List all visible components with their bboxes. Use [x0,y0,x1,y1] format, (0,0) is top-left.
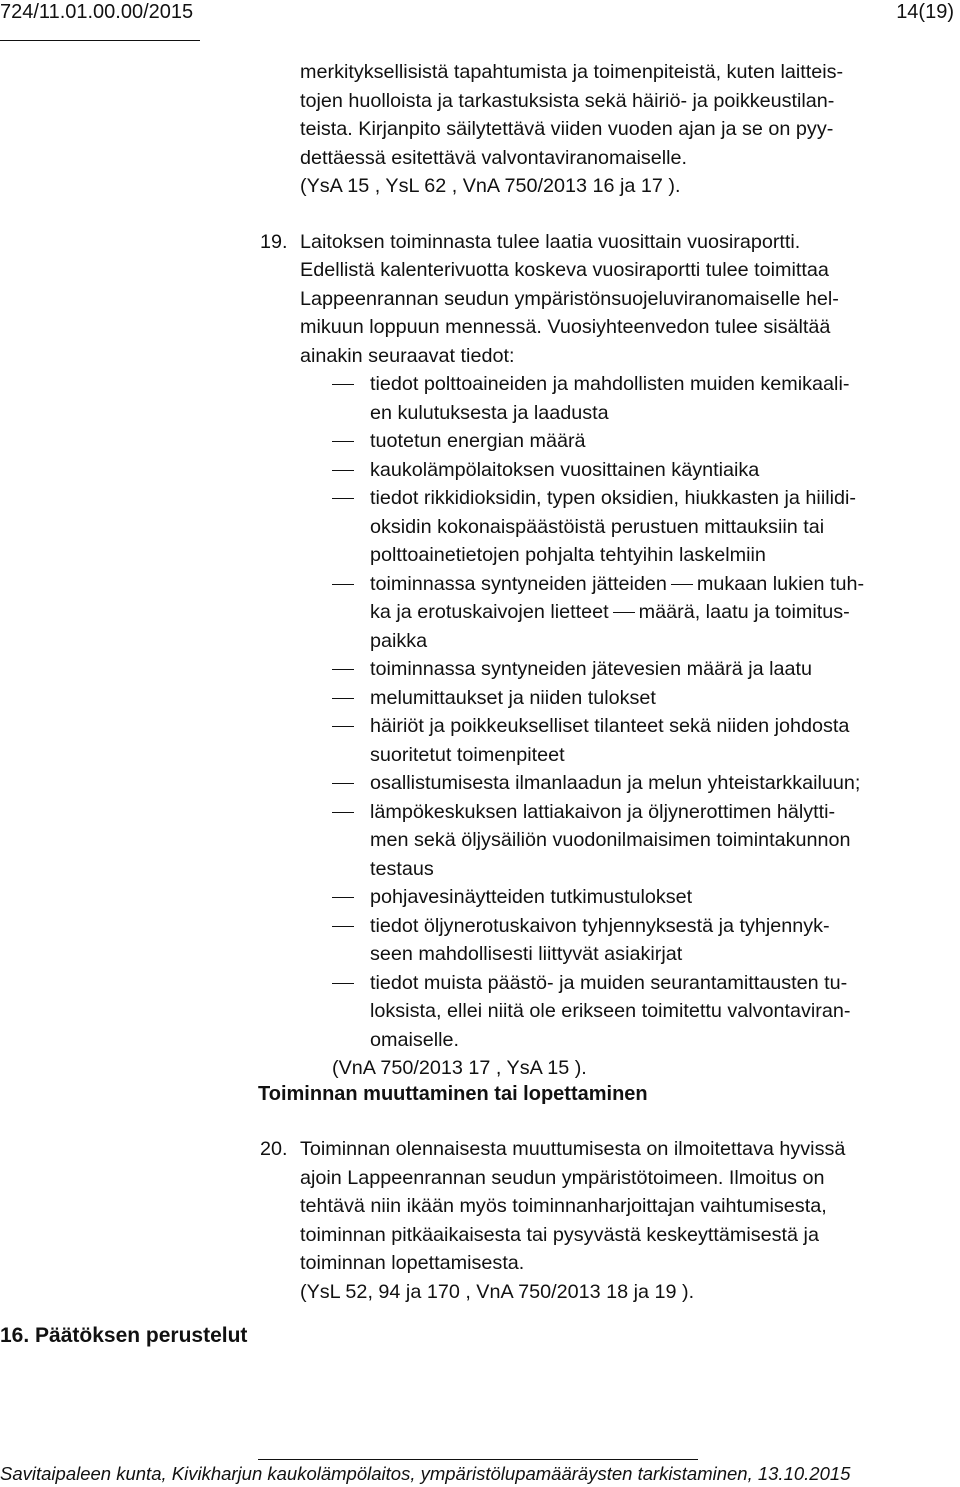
text-line: men sekä öljysäiliön vuodonilmaisimen toimintakunnon [370,829,851,851]
text-line: Edellistä kalenterivuotta koskeva vuosiraportti tulee toimittaa [300,259,829,281]
text-line: polttoainetietojen pohjalta tehtyihin laskelmiin [370,544,766,566]
dash-bullet [332,441,354,442]
continuation-paragraph [300,58,958,172]
footer-rule [258,1459,698,1460]
dash-bullet [332,926,354,927]
list-item [300,427,958,456]
text-line: en kulutuksesta ja laadusta [370,401,609,424]
dash-bullet [332,897,354,898]
list-item [300,883,958,912]
header-rule [0,40,200,41]
text-line: merkityksellisistä tapahtumista ja toimenpiteistä, kuten laitteis- [300,61,844,83]
dash-bullet [332,698,354,699]
dash-bullet [332,384,354,385]
text-line: tiedot polttoaineiden ja mahdollisten muiden kemikaali- [370,373,850,395]
text-line: toiminnassa syntyneiden jätevesien määrä ja laatu [370,658,813,680]
list-item [300,912,958,969]
text-fragment: määrä, laatu ja toimitus- [638,601,850,623]
text-line: mikuun loppuun mennessä. Vuosiyhteenvedon tulee sisältää [300,316,831,338]
text-line: tiedot öljynerotuskaivon tyhjennyksestä ja tyhjennyk- [370,914,830,937]
text-line: loksista, ellei niitä ole erikseen toimitettu valvontaviran- [370,1000,851,1022]
list-item [300,712,958,769]
text-line: toiminnan lopettamisesta. [300,1252,525,1274]
list-item [300,655,958,684]
regulation-text [260,58,958,1083]
inline-dash [613,612,635,613]
text-line: kaukolämpölaitoksen vuosittainen käyntiaika [370,458,760,481]
text-line: suoritetut toimenpiteet [370,743,565,766]
regulation-number: 19. [260,230,288,253]
list-item [300,969,958,1055]
report-contents-list [300,370,958,1054]
dash-bullet [332,470,354,471]
text-line: ainakin seuraavat tiedot: [300,344,515,367]
dash-bullet [332,812,354,813]
text-line: oksidin kokonaispäästöistä perustuen mittauksiin tai [370,515,825,538]
inline-dash [671,584,693,585]
text-line: omaiselle. [370,1028,460,1051]
list-item [300,370,958,427]
list-item [300,798,958,884]
list-item [300,570,958,656]
list-item [300,769,958,798]
regulation-number: 20. [260,1138,288,1160]
text-line: tiedot rikkidioksidin, typen oksidien, hiukkasten ja hiilidi- [370,487,856,509]
page-number: 14(19) [896,1,954,23]
text-line: Lappeenrannan seudun ympäristönsuojeluviranomaiselle hel- [300,287,839,310]
text-line: tuotetun energian määrä [370,430,586,452]
page-footer: Savitaipaleen kunta, Kivikharjun kaukolämpölaitos, ympäristölupamääräysten tarkistaminen, 13.10.2015 [0,1463,851,1484]
dash-bullet [332,498,354,499]
text-line: Laitoksen toiminnasta tulee laatia vuosittain vuosiraportti. [300,230,801,253]
legal-citation: (YsL 52, 94 ja 170 , VnA 750/2013 18 ja 19 ). [300,1280,695,1303]
text-fragment: toiminnassa syntyneiden jätteiden [370,572,667,595]
list-item [300,484,958,570]
text-line: lämpökeskuksen lattiakaivon ja öljynerottimen hälytti- [370,800,836,823]
dash-bullet [332,669,354,670]
regulation-20-text [300,1135,958,1306]
text-line: tojen huolloista ja tarkastuksista sekä häiriö- ja poikkeustilan- [300,89,835,112]
text-line: testaus [370,857,434,880]
text-line: teista. Kirjanpito säilytettävä viiden vuoden ajan ja se on pyy- [300,118,834,140]
dash-bullet [332,983,354,984]
text-line: pohjavesinäytteiden tutkimustulokset [370,886,693,908]
regulation-19 [260,228,958,371]
list-item [300,456,958,485]
legal-citation: (YsA 15 , YsL 62 , VnA 750/2013 16 ja 17 ). [300,175,681,197]
dash-bullet [332,726,354,727]
text-line: tehtävä niin ikään myös toiminnanharjoittajan vaihtumisesta, [300,1195,827,1217]
text-line: dettäessä esitettävä valvontaviranomaiselle. [300,146,688,169]
text-line: ajoin Lappeenrannan seudun ympäristötoimeen. Ilmoitus on [300,1166,825,1189]
text-line: Toiminnan olennaisesta muuttumisesta on ilmoitettava hyvissä [300,1138,846,1160]
text-line: tiedot muista päästö- ja muiden seurantamittausten tu- [370,971,848,994]
text-line: seen mahdollisesti liittyvät asiakirjat [370,943,683,965]
text-line: osallistumisesta ilmanlaadun ja melun yhteistarkkailuun; [370,772,861,794]
regulation-19-text [300,228,958,371]
text-fragment: mukaan lukien tuh- [696,572,865,595]
section-heading: Toiminnan muuttaminen tai lopettaminen [258,1083,648,1105]
list-item [300,684,958,713]
document-reference: 724/11.01.00.00/2015 [0,1,194,23]
main-section-heading: 16. Päätöksen perustelut [0,1324,248,1347]
text-line: paikka [370,629,428,652]
dash-bullet [332,584,354,585]
legal-citation: (VnA 750/2013 17 , YsA 15 ). [332,1057,587,1079]
regulation-20 [260,1135,958,1306]
dash-bullet [332,783,354,784]
text-fragment: ka ja erotuskaivojen lietteet [370,601,609,623]
text-line: häiriöt ja poikkeukselliset tilanteet sekä niiden johdosta [370,715,850,737]
text-line: melumittaukset ja niiden tulokset [370,686,656,709]
text-line: toiminnan pitkäaikaisesta tai pysyvästä keskeyttämisestä ja [300,1223,819,1246]
